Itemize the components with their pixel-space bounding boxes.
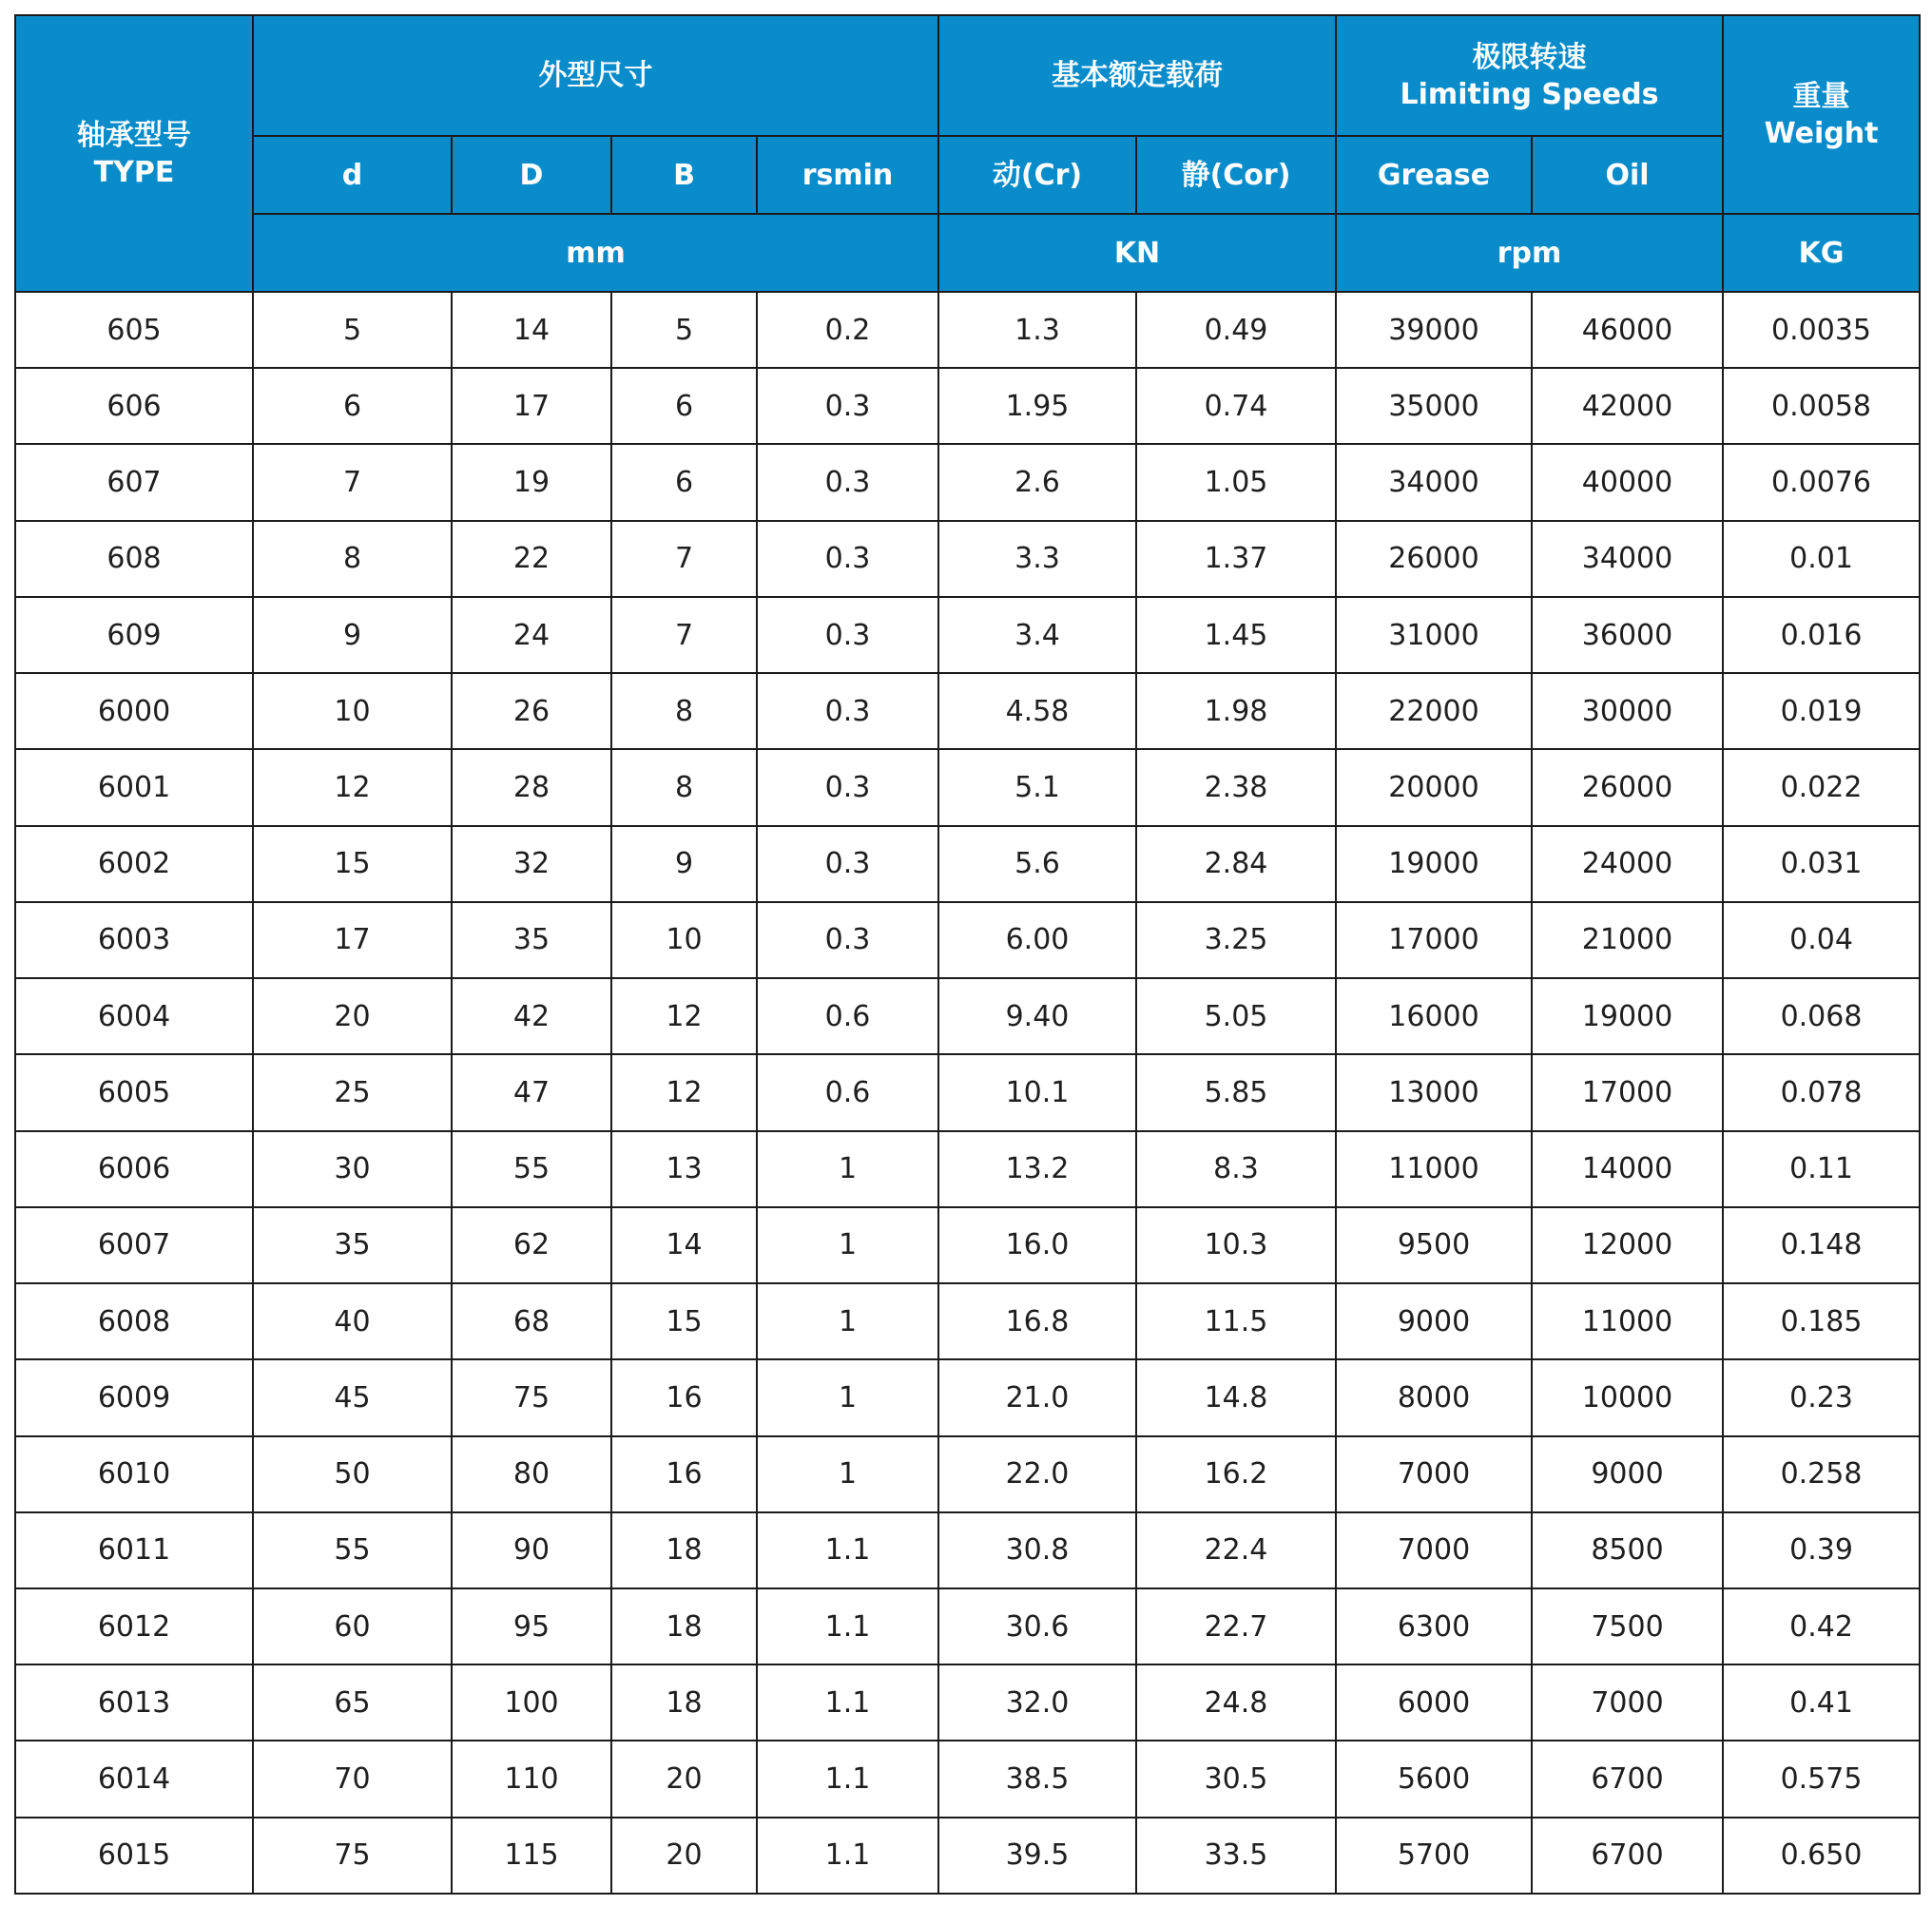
cell-oil: 12000 [1532,1207,1723,1283]
weight-header [1723,15,1920,214]
cell-oil: 8500 [1532,1512,1723,1588]
cell-d: 60 [253,1588,452,1664]
cell-oil: 7500 [1532,1588,1723,1664]
cell-oil: 17000 [1532,1054,1723,1130]
cell-cor: 22.4 [1136,1512,1336,1588]
cell-grease: 8000 [1336,1359,1532,1435]
cell-d: 20 [253,978,452,1054]
type-header-en: TYPE [93,155,175,189]
cell-grease: 39000 [1336,292,1532,368]
cell-cor: 30.5 [1136,1741,1336,1817]
cell-D: 55 [452,1131,611,1207]
cell-cr: 32.0 [938,1664,1136,1741]
cell-type: 6002 [15,826,253,902]
table-row [15,1436,1920,1512]
cell-cor: 1.45 [1136,597,1336,673]
table-row [15,826,1920,902]
cell-cr: 22.0 [938,1436,1136,1512]
cell-rsmin: 0.6 [757,1054,938,1130]
cell-oil: 26000 [1532,749,1723,825]
cell-weight: 0.23 [1723,1359,1920,1435]
cell-cr: 2.6 [938,444,1136,520]
cell-d: 65 [253,1664,452,1741]
cell-cr: 4.58 [938,673,1136,749]
cell-grease: 16000 [1336,978,1532,1054]
cell-oil: 30000 [1532,673,1723,749]
cell-cor: 8.3 [1136,1131,1336,1207]
cell-cor: 1.05 [1136,444,1336,520]
cell-cor: 10.3 [1136,1207,1336,1283]
cell-type: 6003 [15,902,253,978]
cell-B: 13 [611,1131,757,1207]
bearing-spec-table [14,14,1921,1895]
cell-cor: 2.38 [1136,749,1336,825]
type-header [15,15,253,292]
cell-type: 6012 [15,1588,253,1664]
cell-type: 6009 [15,1359,253,1435]
cell-oil: 42000 [1532,368,1723,444]
cell-cr: 30.8 [938,1512,1136,1588]
cell-weight: 0.650 [1723,1818,1920,1894]
cell-D: 14 [452,292,611,368]
cell-B: 20 [611,1741,757,1817]
cell-rsmin: 0.3 [757,521,938,597]
cell-weight: 0.01 [1723,521,1920,597]
table-row [15,978,1920,1054]
cell-cr: 3.3 [938,521,1136,597]
cell-D: 28 [452,749,611,825]
cell-grease: 5700 [1336,1818,1532,1894]
cell-d: 55 [253,1512,452,1588]
cell-D: 42 [452,978,611,1054]
cell-weight: 0.575 [1723,1741,1920,1817]
cell-D: 19 [452,444,611,520]
cell-grease: 9000 [1336,1283,1532,1359]
table-row [15,368,1920,444]
cell-rsmin: 1 [757,1283,938,1359]
cell-type: 6000 [15,673,253,749]
cell-d: 9 [253,597,452,673]
cell-rsmin: 0.3 [757,673,938,749]
cell-rsmin: 1.1 [757,1664,938,1741]
cell-B: 18 [611,1588,757,1664]
cell-cor: 16.2 [1136,1436,1336,1512]
cell-grease: 17000 [1336,902,1532,978]
table-row [15,1664,1920,1741]
cell-oil: 34000 [1532,521,1723,597]
cell-weight: 0.148 [1723,1207,1920,1283]
cell-rsmin: 1 [757,1131,938,1207]
cell-cr: 1.95 [938,368,1136,444]
cell-d: 12 [253,749,452,825]
cell-rsmin: 1.1 [757,1818,938,1894]
cell-rsmin: 0.3 [757,444,938,520]
cell-rsmin: 0.3 [757,597,938,673]
cell-oil: 11000 [1532,1283,1723,1359]
cell-cr: 21.0 [938,1359,1136,1435]
cell-weight: 0.04 [1723,902,1920,978]
cell-D: 32 [452,826,611,902]
cell-weight: 0.078 [1723,1054,1920,1130]
cell-cor: 3.25 [1136,902,1336,978]
cell-oil: 9000 [1532,1436,1723,1512]
type-header-cn: 轴承型号 [77,118,191,152]
cell-type: 609 [15,597,253,673]
cell-grease: 34000 [1336,444,1532,520]
cell-B: 5 [611,292,757,368]
cell-grease: 26000 [1336,521,1532,597]
table-row [15,597,1920,673]
cell-B: 15 [611,1283,757,1359]
cell-rsmin: 1.1 [757,1512,938,1588]
cell-grease: 31000 [1336,597,1532,673]
cell-weight: 0.41 [1723,1664,1920,1741]
weight-header-cn: 重量 [1792,79,1850,113]
cell-cor: 2.84 [1136,826,1336,902]
cell-rsmin: 0.3 [757,902,938,978]
cell-type: 6008 [15,1283,253,1359]
table-row [15,1741,1920,1817]
cell-d: 75 [253,1818,452,1894]
table-row [15,1054,1920,1130]
cell-cr: 39.5 [938,1818,1136,1894]
cell-type: 6006 [15,1131,253,1207]
table-row [15,749,1920,825]
cell-weight: 0.031 [1723,826,1920,902]
cell-grease: 19000 [1336,826,1532,902]
cell-cr: 13.2 [938,1131,1136,1207]
col-cor-header: 静(Cor) [1136,136,1336,214]
cell-B: 9 [611,826,757,902]
col-B-header: B [611,136,757,214]
cell-D: 26 [452,673,611,749]
cell-B: 14 [611,1207,757,1283]
cell-weight: 0.019 [1723,673,1920,749]
weight-header-en: Weight [1764,116,1879,150]
cell-oil: 36000 [1532,597,1723,673]
cell-grease: 13000 [1336,1054,1532,1130]
cell-cor: 11.5 [1136,1283,1336,1359]
cell-d: 70 [253,1741,452,1817]
table-row [15,673,1920,749]
cell-d: 17 [253,902,452,978]
cell-oil: 24000 [1532,826,1723,902]
cell-weight: 0.39 [1723,1512,1920,1588]
cell-d: 30 [253,1131,452,1207]
cell-B: 20 [611,1818,757,1894]
cell-rsmin: 1 [757,1359,938,1435]
cell-B: 6 [611,444,757,520]
cell-cr: 16.0 [938,1207,1136,1283]
cell-cr: 10.1 [938,1054,1136,1130]
cell-weight: 0.258 [1723,1436,1920,1512]
cell-cor: 14.8 [1136,1359,1336,1435]
cell-rsmin: 1 [757,1207,938,1283]
cell-type: 6015 [15,1818,253,1894]
table-row [15,1359,1920,1435]
cell-weight: 0.0076 [1723,444,1920,520]
unit-kn: KN [938,214,1336,292]
cell-d: 6 [253,368,452,444]
cell-weight: 0.016 [1723,597,1920,673]
cell-B: 7 [611,521,757,597]
cell-B: 6 [611,368,757,444]
cell-cr: 38.5 [938,1741,1136,1817]
cell-rsmin: 0.6 [757,978,938,1054]
cell-B: 8 [611,749,757,825]
cell-type: 6014 [15,1741,253,1817]
cell-rsmin: 0.3 [757,368,938,444]
cell-cr: 1.3 [938,292,1136,368]
cell-cr: 6.00 [938,902,1136,978]
cell-grease: 5600 [1336,1741,1532,1817]
cell-cor: 0.49 [1136,292,1336,368]
cell-D: 24 [452,597,611,673]
cell-d: 45 [253,1359,452,1435]
cell-type: 6011 [15,1512,253,1588]
cell-type: 607 [15,444,253,520]
table-row [15,444,1920,520]
cell-grease: 11000 [1336,1131,1532,1207]
cell-B: 12 [611,1054,757,1130]
table-body [15,292,1920,1894]
cell-grease: 6000 [1336,1664,1532,1741]
unit-mm: mm [253,214,938,292]
col-D-header: D [452,136,611,214]
cell-grease: 22000 [1336,673,1532,749]
unit-rpm: rpm [1336,214,1723,292]
cell-B: 7 [611,597,757,673]
cell-oil: 7000 [1532,1664,1723,1741]
cell-D: 110 [452,1741,611,1817]
cell-d: 40 [253,1283,452,1359]
cell-type: 6007 [15,1207,253,1283]
cell-d: 15 [253,826,452,902]
cell-weight: 0.42 [1723,1588,1920,1664]
cell-D: 22 [452,521,611,597]
cell-weight: 0.0058 [1723,368,1920,444]
cell-oil: 21000 [1532,902,1723,978]
cell-type: 606 [15,368,253,444]
cell-oil: 19000 [1532,978,1723,1054]
cell-type: 6010 [15,1436,253,1512]
cell-d: 35 [253,1207,452,1283]
cell-weight: 0.068 [1723,978,1920,1054]
cell-weight: 0.11 [1723,1131,1920,1207]
cell-type: 608 [15,521,253,597]
cell-grease: 20000 [1336,749,1532,825]
cell-D: 95 [452,1588,611,1664]
cell-type: 6001 [15,749,253,825]
cell-cor: 0.74 [1136,368,1336,444]
cell-oil: 10000 [1532,1359,1723,1435]
cell-B: 18 [611,1512,757,1588]
cell-d: 50 [253,1436,452,1512]
cell-oil: 46000 [1532,292,1723,368]
limiting-speeds-en: Limiting Speeds [1400,77,1659,111]
table-row [15,292,1920,368]
cell-cor: 33.5 [1136,1818,1336,1894]
cell-B: 16 [611,1436,757,1512]
cell-D: 90 [452,1512,611,1588]
cell-type: 6004 [15,978,253,1054]
col-cr-header: 动(Cr) [938,136,1136,214]
dimensions-header: 外型尺寸 [253,15,938,136]
cell-grease: 7000 [1336,1512,1532,1588]
cell-d: 5 [253,292,452,368]
col-oil-header: Oil [1532,136,1723,214]
cell-D: 75 [452,1359,611,1435]
cell-rsmin: 1.1 [757,1741,938,1817]
cell-rsmin: 1.1 [757,1588,938,1664]
cell-cor: 5.85 [1136,1054,1336,1130]
cell-d: 10 [253,673,452,749]
col-d-header: d [253,136,452,214]
table-row [15,1818,1920,1894]
cell-oil: 6700 [1532,1818,1723,1894]
cell-cr: 9.40 [938,978,1136,1054]
cell-grease: 6300 [1336,1588,1532,1664]
cell-D: 62 [452,1207,611,1283]
cell-d: 8 [253,521,452,597]
cell-rsmin: 0.3 [757,826,938,902]
cell-d: 25 [253,1054,452,1130]
cell-cor: 1.98 [1136,673,1336,749]
table-row [15,521,1920,597]
table-row [15,902,1920,978]
cell-type: 605 [15,292,253,368]
table-row [15,1512,1920,1588]
unit-kg: KG [1723,214,1920,292]
cell-D: 17 [452,368,611,444]
cell-B: 18 [611,1664,757,1741]
table-row [15,1207,1920,1283]
cell-B: 8 [611,673,757,749]
col-grease-header: Grease [1336,136,1532,214]
cell-cr: 5.6 [938,826,1136,902]
cell-type: 6005 [15,1054,253,1130]
cell-cr: 3.4 [938,597,1136,673]
cell-cr: 30.6 [938,1588,1136,1664]
cell-grease: 7000 [1336,1436,1532,1512]
table-row [15,1283,1920,1359]
cell-B: 10 [611,902,757,978]
cell-D: 80 [452,1436,611,1512]
cell-D: 115 [452,1818,611,1894]
cell-rsmin: 0.2 [757,292,938,368]
cell-B: 16 [611,1359,757,1435]
table-row [15,1131,1920,1207]
table-header [15,15,1920,292]
cell-grease: 35000 [1336,368,1532,444]
cell-D: 100 [452,1664,611,1741]
cell-weight: 0.185 [1723,1283,1920,1359]
cell-B: 12 [611,978,757,1054]
cell-type: 6013 [15,1664,253,1741]
cell-cor: 24.8 [1136,1664,1336,1741]
cell-oil: 40000 [1532,444,1723,520]
cell-oil: 6700 [1532,1741,1723,1817]
cell-cor: 5.05 [1136,978,1336,1054]
cell-oil: 14000 [1532,1131,1723,1207]
cell-d: 7 [253,444,452,520]
cell-rsmin: 1 [757,1436,938,1512]
cell-cor: 22.7 [1136,1588,1336,1664]
cell-grease: 9500 [1336,1207,1532,1283]
load-rating-header: 基本额定载荷 [938,15,1336,136]
cell-cr: 5.1 [938,749,1136,825]
cell-weight: 0.0035 [1723,292,1920,368]
limiting-speeds-cn: 极限转速 [1472,40,1587,74]
cell-cr: 16.8 [938,1283,1136,1359]
cell-D: 35 [452,902,611,978]
table-row [15,1588,1920,1664]
col-rsmin-header: rsmin [757,136,938,214]
cell-D: 68 [452,1283,611,1359]
cell-cor: 1.37 [1136,521,1336,597]
cell-rsmin: 0.3 [757,749,938,825]
cell-weight: 0.022 [1723,749,1920,825]
limiting-speeds-header [1336,15,1723,136]
cell-D: 47 [452,1054,611,1130]
